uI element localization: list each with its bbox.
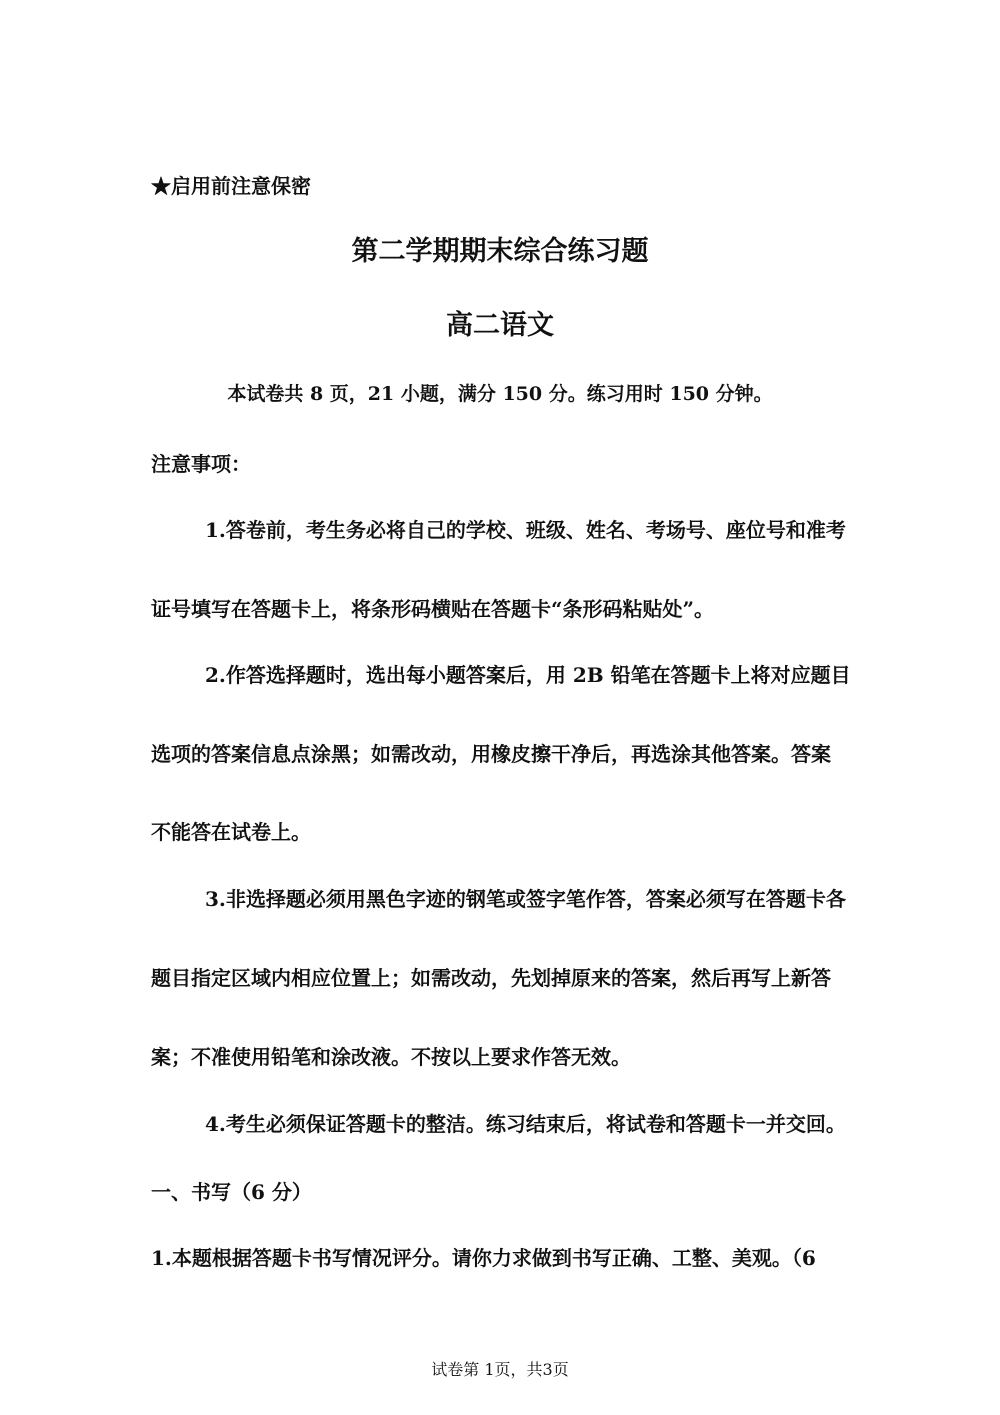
note-line: 证号填写在答题卡上，将条形码横贴在答题卡“条形码粘贴处”。 (151, 597, 715, 621)
note-line: 选项的答案信息点涂黑；如需改动，用橡皮擦干净后，再选涂其他答案。答案 (151, 742, 831, 766)
subject-title: 高二语文 (446, 310, 554, 341)
exam-title: 第二学期期末综合练习题 (351, 236, 649, 267)
exam-info: 本试卷共 8 页，21 小题，满分 150 分。练习用时 150 分钟。 (227, 383, 773, 405)
note-line: 案；不准使用铅笔和涂改液。不按以上要求作答无效。 (151, 1045, 631, 1069)
section-heading: 一、书写（6 分） (151, 1180, 312, 1204)
notes-heading: 注意事项： (151, 452, 251, 476)
note-line: 1.答卷前，考生务必将自己的学校、班级、姓名、考场号、座位号和准考 (205, 518, 846, 542)
page-footer: 试卷第 1页，共3页 (431, 1360, 569, 1379)
note-line: 4.考生必须保证答题卡的整洁。练习结束后，将试卷和答题卡一并交回。 (205, 1112, 846, 1136)
note-line: 3.非选择题必须用黑色字迹的钢笔或签字笔作答，答案必须写在答题卡各 (205, 887, 846, 911)
note-line: 2.作答选择题时，选出每小题答案后，用 2B 铅笔在答题卡上将对应题目 (205, 663, 851, 687)
question-1-text: 1.本题根据答题卡书写情况评分。请你力求做到书写正确、工整、美观。（6 (151, 1246, 816, 1270)
confidential-mark: ★启用前注意保密 (151, 174, 311, 198)
note-line: 题目指定区域内相应位置上；如需改动，先划掉原来的答案，然后再写上新答 (151, 966, 831, 990)
note-line: 不能答在试卷上。 (151, 820, 311, 844)
